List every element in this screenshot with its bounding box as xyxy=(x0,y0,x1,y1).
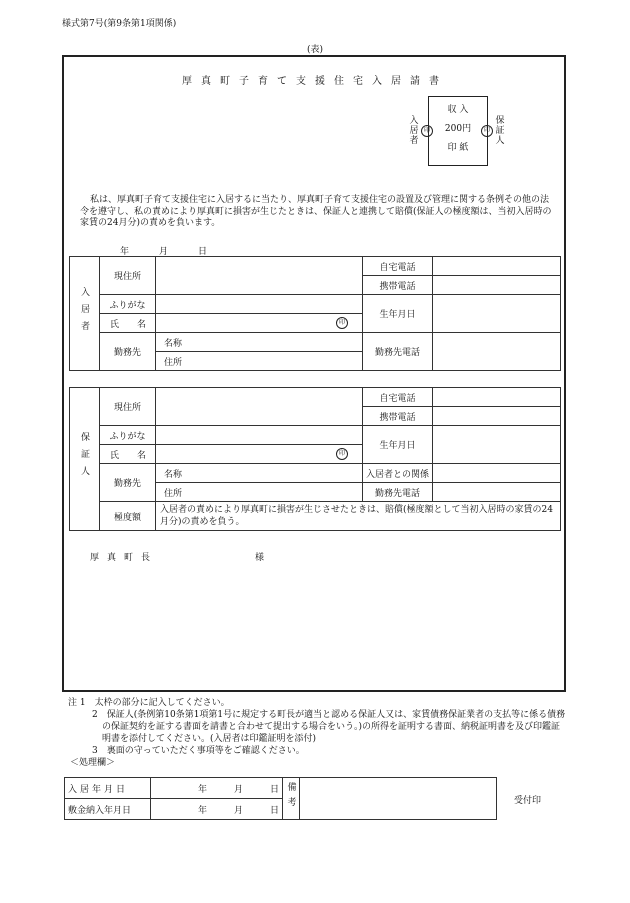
process-table xyxy=(64,777,497,820)
guarantor-birth-field[interactable] xyxy=(433,426,561,464)
form-number: 様式第7号(第9条第1項関係) xyxy=(62,19,177,29)
tenant-furigana-field[interactable] xyxy=(156,295,363,314)
tenant-name-field[interactable] xyxy=(156,314,363,333)
tenant-address-field[interactable] xyxy=(156,257,363,295)
note-1: 注 1 太枠の部分に記入してください。 xyxy=(68,698,230,708)
tenant-work-label: 勤務先 xyxy=(100,333,156,371)
tenant-work-name-field[interactable] xyxy=(156,333,363,352)
guarantor-seal-icon: 印 xyxy=(336,448,348,460)
guarantor-work-addr-field[interactable] xyxy=(156,483,363,502)
stamp-left-label: 入居者 xyxy=(409,116,419,146)
guarantor-relation-label: 入居者との関係 xyxy=(363,464,433,483)
note-2: 2 保証人(条例第10条第1項第1号に規定する町長が適当と認める保証人又は、家賃債務保証業者の支払等に係る債務の保証契約を証する書面を請書と合わせて提出する場合をいう。)の所得を証明する書面、納税証明書を及び印鑑証明書を添付してください。(入居者は印鑑証明を添付) xyxy=(92,710,566,744)
guarantor-limit-text: 入居者の責めにより厚真町に損害が生じさせたときは、賠償(極度額として当初入居時の家賃の24月分)の責めを負う。 xyxy=(156,502,561,531)
remarks-field[interactable] xyxy=(300,778,497,820)
document-title: 厚真町子育て支援住宅入居請書 xyxy=(182,76,448,87)
tenant-birth-label: 生年月日 xyxy=(363,295,433,333)
guarantor-work-label: 勤務先 xyxy=(100,464,156,502)
tenant-mobile-label: 携帯電話 xyxy=(363,276,433,295)
tenant-work-phone-label: 勤務先電話 xyxy=(363,333,433,371)
tenant-birth-field[interactable] xyxy=(433,295,561,333)
guarantor-address-label: 現住所 xyxy=(100,388,156,426)
tenant-address-label: 現住所 xyxy=(100,257,156,295)
tenant-work-addr-field[interactable] xyxy=(156,352,363,371)
guarantor-group-label: 保証人 xyxy=(70,388,100,531)
tenant-work-addr-label: 住所 xyxy=(164,357,183,368)
tenant-name-label: 氏 名 xyxy=(100,314,156,333)
receipt-stamp-label: 受付印 xyxy=(514,796,542,806)
date-line: 年 月 日 xyxy=(120,247,212,257)
guarantor-home-phone-field[interactable] xyxy=(433,388,561,407)
stamp-line1: 収 入 xyxy=(447,105,469,115)
tenant-seal-icon: 印 xyxy=(336,317,348,329)
guarantor-stamp-seal-icon: 印 xyxy=(481,125,493,137)
guarantor-relation-field[interactable] xyxy=(433,464,561,483)
tenant-table xyxy=(69,256,561,371)
tenant-work-name-label: 名称 xyxy=(164,338,183,349)
stamp-line2: 200円 xyxy=(444,124,472,134)
remarks-label: 備考 xyxy=(283,778,300,820)
tenant-group-label: 入居者 xyxy=(70,257,100,371)
guarantor-limit-label: 極度額 xyxy=(100,502,156,531)
process-label: ＜処理欄＞ xyxy=(70,758,116,768)
side-label: (表) xyxy=(306,45,324,55)
pledge-paragraph: 私は、厚真町子育て支援住宅に入居するに当たり、厚真町子育て支援住宅の設置及び管理に関する条例その他の法令を遵守し、私の責めにより厚真町に損害が生じたときは、保証人と連携して賠償(保証人の極度額は、当初入居時の家賃の24月分)の責めを負います。 xyxy=(80,195,552,229)
move-in-date-field[interactable]: 年 月 日 xyxy=(151,778,283,799)
stamp-line3: 印 紙 xyxy=(447,143,469,153)
deposit-date-field[interactable]: 年 月 日 xyxy=(151,799,283,820)
guarantor-birth-label: 生年月日 xyxy=(363,426,433,464)
guarantor-work-name-field[interactable] xyxy=(156,464,363,483)
guarantor-mobile-label: 携帯電話 xyxy=(363,407,433,426)
guarantor-table xyxy=(69,387,561,531)
guarantor-work-addr-label: 住所 xyxy=(164,488,183,499)
stamp-right-label: 保証人 xyxy=(495,116,505,146)
note-3: 3 裏面の守っていただく事項等をご確認ください。 xyxy=(92,746,305,756)
guarantor-address-field[interactable] xyxy=(156,388,363,426)
guarantor-mobile-field[interactable] xyxy=(433,407,561,426)
guarantor-furigana-field[interactable] xyxy=(156,426,363,445)
tenant-stamp-seal-icon: 印 xyxy=(421,125,433,137)
move-in-date-label: 入居年月日 xyxy=(65,778,151,799)
guarantor-name-label: 氏 名 xyxy=(100,445,156,464)
tenant-furigana-label: ふりがな xyxy=(100,295,156,314)
addressee-honorific: 様 xyxy=(255,553,265,563)
guarantor-furigana-label: ふりがな xyxy=(100,426,156,445)
tenant-work-phone-field[interactable] xyxy=(433,333,561,371)
guarantor-home-phone-label: 自宅電話 xyxy=(363,388,433,407)
deposit-date-label: 敷金納入年月日 xyxy=(65,799,151,820)
guarantor-work-phone-field[interactable] xyxy=(433,483,561,502)
tenant-home-phone-field[interactable] xyxy=(433,257,561,276)
main-frame xyxy=(62,55,566,692)
revenue-stamp-box xyxy=(428,96,488,166)
tenant-mobile-field[interactable] xyxy=(433,276,561,295)
tenant-home-phone-label: 自宅電話 xyxy=(363,257,433,276)
guarantor-work-phone-label: 勤務先電話 xyxy=(363,483,433,502)
guarantor-name-field[interactable] xyxy=(156,445,363,464)
guarantor-work-name-label: 名称 xyxy=(164,469,183,480)
addressee-name: 厚真町長 xyxy=(90,553,159,563)
notes-section xyxy=(68,697,568,769)
